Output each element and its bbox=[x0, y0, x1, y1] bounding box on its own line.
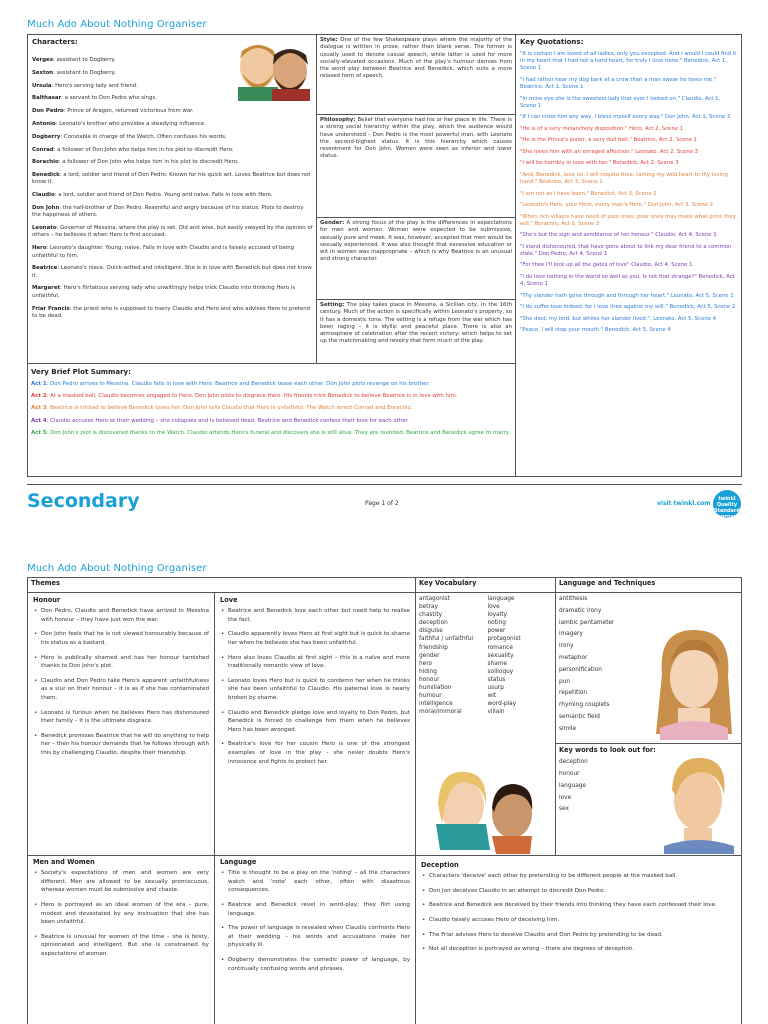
character-description: : Hero's serving lady and friend. bbox=[51, 82, 138, 89]
men-women-list bbox=[33, 869, 209, 958]
character-name: Borachio bbox=[32, 159, 59, 166]
vocab-word: hiding bbox=[419, 668, 437, 675]
bullet-item: • Claudio and Don Pedro take Hero's apparent unfaithfulness as a slur on their honour – it is as if she has contaminated them. bbox=[33, 677, 209, 703]
quotations-panel bbox=[515, 34, 742, 477]
language-heading: Language bbox=[220, 858, 257, 866]
character-name: Claudio bbox=[32, 192, 55, 199]
act-text: : Beatrice is tricked to believe Benedick loves her. Don John tells Claudio that Hero is unfaithful. The Watch arrest Conrad and Borachio. bbox=[46, 405, 413, 412]
quotations-list bbox=[520, 51, 737, 334]
honour-heading: Honour bbox=[33, 596, 61, 604]
technique-item: metaphor bbox=[559, 654, 588, 661]
vocab-word: word-play bbox=[487, 701, 517, 708]
vocab-word: deception bbox=[419, 620, 448, 627]
act-text: : Claudio accuses Hero at their wedding – she collapses and is believed dead. Beatrice and Benedick confess their love for each other. bbox=[46, 417, 409, 424]
character-description: : the half-brother of Don Pedro. Resentful and angry because of his status. Plots to destroy the happiness of others. bbox=[32, 205, 304, 219]
vocab-word: villain bbox=[487, 709, 505, 716]
vocab-word: soliloquy bbox=[487, 668, 514, 675]
plot-acts-list bbox=[31, 381, 512, 437]
love-heading: Love bbox=[220, 596, 238, 604]
quotation-item: "I had rather hear my dog bark at a crow than a man swear he loves me." Beatrice, Act 1, Scene 1 bbox=[520, 76, 717, 91]
plot-panel bbox=[27, 363, 516, 477]
vocab-right-column bbox=[488, 595, 553, 716]
context-panel bbox=[316, 34, 516, 364]
act-label: Act 1 bbox=[31, 381, 47, 387]
vocab-word: antagonist bbox=[419, 596, 450, 602]
setting-text: The play takes place in Messina, a Sicilian city, in the 16th century. Much of the action is specifically within Leonato's property, so it has a domestic tone. The setting is a refuge from the war which has been raging – it is idyllic and peaceful place. There is also an atmosphere of celebration after the recent victory: which helps to set up the matchmaking and revelry that form much of the play. bbox=[320, 302, 512, 345]
style-text: One of the few Shakespeare plays where the majority of the dialogue is written in prose, rather than blank verse. The former is usually used to denote casual speech, while latter is used for more socially-elevated occasions. Much of the play's humour derives from the word play between Beatrice and Benedick, which suits a more relaxed form of speech. bbox=[320, 37, 512, 80]
character-entry bbox=[32, 225, 314, 240]
quotation-item: "I do suffer love indeed, for I love thee against my will." Benedick, Act 5, Scene 2 bbox=[520, 304, 736, 311]
character-entry bbox=[32, 147, 314, 154]
bullet-item: • Claudio apparently loves Hero at first sight but is quick to shame her when he believes she has been unfaithful. bbox=[220, 630, 410, 647]
quotation-item: "I stand dishonoured, that have gone about to link my dear friend to a common stale." Don Pedro, Act 4, Scene 1 bbox=[520, 243, 732, 257]
character-entry bbox=[32, 57, 207, 64]
character-name: Beatrice bbox=[32, 265, 58, 272]
technique-item: imagery bbox=[559, 631, 583, 638]
character-description: : Leonato's brother who provides a steadying influence. bbox=[55, 120, 206, 127]
setting-cell bbox=[317, 300, 515, 364]
quotation-item: "She loves him with an enraged affection." Leonato, Act 2, Scene 3 bbox=[520, 148, 699, 155]
act-label: Act 3 bbox=[31, 405, 47, 412]
bullet-item: • Characters 'deceive' each other by pretending to be different people at the masked ball. bbox=[421, 872, 737, 881]
plot-act bbox=[31, 393, 512, 400]
deception-cell bbox=[416, 856, 742, 1024]
keywords-heading: Key words to look out for: bbox=[559, 746, 656, 754]
character-entry bbox=[32, 285, 314, 300]
bullet-item: • Leonato is furious when he believes Hero has dishonoured their family – it is the ultimate disgrace. bbox=[33, 709, 209, 726]
vocab-heading: Key Vocabulary bbox=[419, 579, 477, 587]
vocab-left-column bbox=[419, 595, 484, 716]
vocab-word: noting bbox=[487, 620, 506, 627]
character-description: : Hero's flirtatious serving lady who unwittingly helps trick Claudio into thinking Hero is unfaithful. bbox=[32, 285, 296, 299]
character-name: Don John bbox=[32, 205, 60, 212]
vocab-word: hero bbox=[419, 660, 433, 667]
brand-secondary: Secondary bbox=[27, 490, 140, 512]
love-cell bbox=[215, 593, 416, 856]
themes-heading: Themes bbox=[31, 579, 60, 587]
vocab-word: power bbox=[487, 628, 506, 635]
bullet-item: • Dogberry demonstrates the comedic power of language, by continually confusing words and phrases. bbox=[220, 956, 410, 973]
bullet-item: • Leonato loves Hero but is quick to condemn her when he thinks she has been unfaithful to Claudio. His paternal love is nearly broken by shame. bbox=[220, 677, 410, 703]
act-text: : At a masked ball, Claudio becomes engaged to Hero. Don John plots to disgrace Hero. His friends trick Benedick to believe Beatrice is in love with him. bbox=[46, 393, 458, 400]
character-name: Margaret bbox=[32, 285, 61, 292]
footer-divider bbox=[27, 484, 742, 485]
character-name: Dogberry bbox=[32, 133, 61, 140]
quotation-item: "In mine eye she is the sweetest lady that ever I looked on." Claudio, Act 1, Scene 1 bbox=[520, 95, 721, 109]
act-text: : Don Pedro arrives in Messina. Claudio falls in love with Hero. Beatrice and Benedick tease each other. Don John plots revenge on his brother. bbox=[46, 381, 430, 387]
quotation-item: "It is certain I am loved of all ladies, only you excepted. And I would I could find it in my heart that I had not a hard heart, for truly I love none." Benedick, Act 1, Scene 1 bbox=[520, 51, 737, 72]
keyword-item: deception bbox=[559, 759, 588, 766]
act-label: Act 2 bbox=[31, 393, 47, 400]
character-name: Antonio bbox=[32, 120, 56, 127]
vocab-word: language bbox=[487, 596, 515, 602]
character-name: Verges bbox=[32, 57, 53, 63]
quotation-item: "If I can cross him any way, I bless myself every way." Don John, Act 1, Scene 3 bbox=[520, 114, 731, 121]
character-description: : assistant to Dogberry. bbox=[52, 57, 116, 63]
men-women-cell bbox=[28, 856, 215, 1024]
deception-heading: Deception bbox=[421, 861, 459, 869]
quotation-item: "For thee I'll lock up all the gates of love" Claudio, Act 4, Scene 1 bbox=[520, 262, 693, 269]
technique-item: repetition bbox=[559, 690, 588, 697]
keyword-item: language bbox=[559, 782, 586, 789]
bullet-item: • Not all deception is portrayed as wrong – there are degrees of deception. bbox=[421, 945, 737, 954]
technique-item: antithesis bbox=[559, 596, 588, 602]
vocab-word: humour bbox=[419, 693, 442, 700]
character-name: Sexton bbox=[32, 69, 54, 76]
character-name: Friar Francis bbox=[32, 305, 70, 312]
vocab-word: humiliation bbox=[419, 685, 452, 692]
character-entry bbox=[32, 83, 207, 90]
bullet-item: • Beatrice and Benedick love each other but need help to realise the fact. bbox=[220, 607, 410, 624]
quality-badge bbox=[713, 490, 741, 518]
vocab-word: honour bbox=[419, 676, 440, 683]
page-title-2: Much Ado About Nothing Organiser bbox=[27, 563, 207, 574]
bullet-item: • Society's expectations of men and women are very different. Men are allowed to be sexually promiscuous, whereas women must be submissive and chaste. bbox=[33, 869, 209, 895]
page2-grid bbox=[27, 577, 742, 1024]
technique-item: irony bbox=[559, 643, 574, 650]
technique-item: semantic field bbox=[559, 713, 600, 720]
vocab-word: moral/immoral bbox=[419, 709, 462, 716]
bullet-item: • Beatrice is unusual for women of the time – she is feisty, opinionated and intelligent. But she is constrained by expectations of women. bbox=[33, 933, 209, 959]
vocab-word: romance bbox=[487, 644, 513, 651]
style-cell bbox=[317, 35, 515, 115]
technique-item: dramatic irony bbox=[559, 607, 602, 614]
language-list bbox=[220, 869, 410, 973]
bullet-item: • Don Pedro, Claudio and Benedick have arrived in Messina with honour – they have just won the war. bbox=[33, 607, 209, 624]
setting-label: Setting: bbox=[320, 302, 345, 308]
keyword-item: sex bbox=[559, 806, 569, 813]
character-entry bbox=[32, 108, 207, 115]
vocab-word: disguise bbox=[419, 628, 443, 635]
character-description: : a lord, soldier and friend of Don Pedro. Known for his quick wit. Loves Beatrice but does not know it. bbox=[32, 172, 311, 186]
technique-item: iambic pentameter bbox=[559, 619, 615, 626]
vocab-word: friendship bbox=[419, 644, 448, 651]
character-name: Benedick bbox=[32, 172, 60, 179]
character-description: : the priest who is supposed to marry Claudio and Hero and who advises Hero to pretend to be dead. bbox=[32, 305, 311, 319]
deception-list bbox=[421, 872, 737, 954]
character-entry bbox=[32, 70, 207, 77]
act-text: : Don John's plot is discovered thanks to the Watch. Claudio attends Hero's funeral and discovers she is still alive. They are reunited. Beatrice and Benedick agree to marry. bbox=[46, 429, 510, 436]
technique-item: pun bbox=[559, 678, 571, 685]
portrait-couple-illustration bbox=[420, 764, 550, 854]
character-description: : a servant to Don Pedro who sings. bbox=[61, 95, 157, 102]
love-list bbox=[220, 607, 410, 766]
bullet-item: • Hero also loves Claudio at first sight – this is a naïve and more traditionally romantic view of love. bbox=[220, 654, 410, 671]
portrait-man-illustration bbox=[656, 750, 738, 854]
character-description: : assistant to Dogberry. bbox=[53, 69, 116, 76]
vocab-word: gender bbox=[419, 652, 440, 659]
keyword-item: honour bbox=[559, 771, 580, 778]
technique-item: personification bbox=[559, 666, 602, 673]
character-entry bbox=[32, 172, 314, 187]
quotation-item: "I am not as I have been." Benedick, Act 3, Scene 2 bbox=[520, 190, 657, 197]
bullet-item: • The Friar advises Hero to deceive Claudio and Don Pedro by pretending to be dead. bbox=[421, 931, 737, 940]
character-entry bbox=[32, 121, 207, 128]
characters-panel bbox=[27, 34, 317, 364]
bullet-item: • Don Jon deceives Claudio in an attempt to discredit Don Pedro. bbox=[421, 887, 737, 896]
philosophy-cell bbox=[317, 115, 515, 218]
techniques-cell bbox=[556, 578, 742, 744]
bullet-item: • Hero is portrayed as an ideal woman of the era – pure, modest and devastated by any insinuation that she has been unfaithful. bbox=[33, 901, 209, 927]
act-label: Act 4 bbox=[31, 417, 47, 424]
bullet-item: • Beatrice's love for her cousin Hero is one of the strongest examples of love in the play – she never doubts Hero's innocence and fights to protect her. bbox=[220, 740, 410, 766]
visit-link[interactable]: visit twinkl.com bbox=[657, 500, 711, 507]
philosophy-text: Belief that everyone had his or her place in life. There is a strong social hierarchy within the play, which the audience would have understood – Don Pedro is the most powerful man, with Leonato the second-highest status. It is this hierarchy which causes resentment for Don John. Women were seen as inferior and lower status. bbox=[320, 117, 512, 160]
character-description: : a lord, soldier and friend of Don Pedro. Young and naïve. Falls in love with Hero. bbox=[54, 192, 273, 199]
keyword-item: love bbox=[559, 794, 572, 801]
character-name: Ursula bbox=[32, 82, 52, 89]
plot-act bbox=[31, 381, 512, 388]
page-title: Much Ado About Nothing Organiser bbox=[27, 19, 207, 30]
character-entry bbox=[32, 205, 314, 220]
portrait-men-illustration bbox=[228, 37, 317, 101]
vocab-word: love bbox=[487, 604, 500, 611]
character-name: Leonato bbox=[32, 225, 57, 232]
themes-header bbox=[28, 578, 416, 593]
vocab-word: usurp bbox=[487, 685, 504, 692]
act-label: Act 5 bbox=[31, 429, 47, 436]
honour-list bbox=[33, 607, 209, 757]
quotation-item: "Leonato's Hero, your Hero, every man's Hero." Don John, Act 3, Scene 2 bbox=[520, 202, 713, 209]
vocab-word: protagonist bbox=[487, 636, 521, 643]
vocab-cell bbox=[416, 578, 556, 856]
quotation-item: "And, Benedick, love on. I will requite thee, taming my wild heart to thy loving hand." Beatrice, Act 3, Scene 1 bbox=[520, 171, 728, 186]
gender-text: A strong focus of the play is the differences in expectations for men and women. Women were expected to be submissive, sexually pure and meek. It was, however, accepted that men would be sexually experienced. It was also thought that excessive education or wit in women was inappropriate – which is why Beatrice is an unusual and strong character. bbox=[320, 220, 512, 263]
keywords-cell bbox=[556, 744, 742, 856]
bullet-item: • Beatrice and Benedick are deceived by their friends into thinking they have each confessed their love. bbox=[421, 901, 737, 910]
character-entry bbox=[32, 245, 314, 260]
gender-label: Gender: bbox=[320, 220, 345, 226]
vocab-grid bbox=[416, 593, 555, 718]
honour-cell bbox=[28, 593, 215, 856]
character-entry bbox=[32, 95, 207, 102]
character-entry bbox=[32, 306, 314, 321]
quotation-item: "Peace, I will stop your mouth." Benedick, Act 5, Scene 4 bbox=[520, 327, 671, 334]
bullet-item: • Beatrice and Benedick revel in word-play; they flirt using language. bbox=[220, 901, 410, 918]
technique-item: rhyming couplets bbox=[559, 702, 610, 709]
bullet-item: • The power of language is revealed when Claudio confronts Hero at their wedding – his words and accusations make her physically ill. bbox=[220, 924, 410, 950]
character-name: Conrad bbox=[32, 146, 54, 153]
character-description: : Governor of Messina, where the play is set. Old and wise, but easily swayed by the opinion of others – he believes it when Hero is first accused. bbox=[32, 225, 313, 239]
character-entry bbox=[32, 159, 314, 166]
character-entry bbox=[32, 134, 314, 141]
plot-heading: Very Brief Plot Summary: bbox=[31, 368, 131, 376]
bullet-item: • Benedick promises Beatrice that he will do anything to help her – then his honour demands that he follows through with this by challenging Claudio, despite their friendship. bbox=[33, 732, 209, 758]
character-name: Hero bbox=[32, 245, 47, 252]
vocab-word: shame bbox=[487, 660, 507, 667]
plot-act bbox=[31, 405, 512, 412]
men-women-heading: Men and Women bbox=[33, 858, 95, 866]
vocab-word: wit bbox=[487, 693, 497, 700]
vocab-word: chastity bbox=[419, 612, 443, 619]
style-label: Style: bbox=[320, 37, 338, 43]
quotation-item: "Thy slander hath gone through and through her heart." Leonato, Act 5, Scene 1 bbox=[520, 292, 734, 299]
character-description: : Leonato's niece. Quick-witted and intelligent. She is in love with Benedick but does not know it. bbox=[32, 265, 312, 279]
character-name: Balthasar bbox=[32, 95, 62, 102]
character-entry bbox=[32, 265, 314, 280]
quotation-item: "He is of a very melancholy disposition." Hero, Act 2, Scene 1 bbox=[520, 125, 684, 132]
techniques-heading: Language and Techniques bbox=[559, 579, 656, 587]
quotation-item: "When rich villains have need of poor ones, poor ones may make what price they will." Borachio, Act 3, Scene 3 bbox=[520, 213, 736, 227]
vocab-word: loyalty bbox=[487, 612, 507, 619]
portrait-woman-illustration bbox=[648, 624, 740, 740]
character-description: : a follower of Don John who helps him in his plot to discredit Hero. bbox=[53, 146, 234, 153]
character-description: : Prince of Aragon, returned victorious from war. bbox=[63, 108, 194, 115]
characters-heading: Characters: bbox=[32, 38, 78, 46]
bullet-item: • Hero is publically shamed and has her honour tarnished thanks to Don John's plot. bbox=[33, 654, 209, 671]
vocab-word: status bbox=[487, 676, 506, 683]
vocab-word: sexuality bbox=[487, 652, 514, 659]
vocab-word: intelligence bbox=[419, 701, 453, 708]
quotation-item: "I will be horribly in love with her." Benedick, Act 2, Scene 3 bbox=[520, 160, 679, 167]
bullet-item: • Title is thought to be a play on the 'noting' – all the characters watch and 'note' each other, often with disastrous consequences. bbox=[220, 869, 410, 895]
character-name: Don Pedro bbox=[32, 108, 64, 115]
bullet-item: • Claudio and Benedick pledge love and loyalty to Don Pedro, but Benedick is forced to challenge him them when he believes Hero has been wronged. bbox=[220, 709, 410, 735]
character-description: : Leonato's daughter. Young, naïve. Falls in love with Claudio and is falsely accused of being unfaithful to him. bbox=[32, 245, 295, 259]
quotation-item: "She's but the sign and semblance of her honour." Claudio, Act 4, Scene 1 bbox=[520, 232, 717, 239]
page-number: Page 1 of 2 bbox=[365, 500, 399, 507]
bullet-item: • Claudio falsely accuses Hero of deceiving him. bbox=[421, 916, 737, 925]
language-cell bbox=[215, 856, 416, 1024]
plot-act bbox=[31, 418, 512, 425]
character-entry bbox=[32, 192, 314, 199]
technique-item: simile bbox=[559, 725, 577, 732]
bullet-item: • Don John feels that he is not viewed honourably because of his status as a bastard. bbox=[33, 630, 209, 647]
character-description: : a follower of Don John who helps him in his plot to discredit Hero. bbox=[58, 159, 239, 166]
vocab-word: faithful / unfaithful bbox=[419, 636, 473, 643]
quotation-item: "He is the Prince's jester, a very dull fool." Beatrice, Act 2, Scene 1 bbox=[520, 137, 698, 144]
gender-cell bbox=[317, 218, 515, 300]
plot-act bbox=[31, 430, 512, 437]
vocab-word: betray bbox=[419, 604, 438, 611]
character-description: : Constable in charge of the Watch. Often confuses his words. bbox=[60, 133, 227, 140]
quotations-heading: Key Quotations: bbox=[520, 38, 584, 46]
badge-text: twinkl Quality Standard Approved bbox=[713, 496, 741, 520]
philosophy-label: Philosophy: bbox=[320, 117, 356, 123]
quotation-item: "She died, my lord, but whiles her slander lived.", Leonato, Act 5, Scene 4 bbox=[520, 315, 717, 322]
quotation-item: "I do love nothing in the world so well as you. Is not that strange?" Benedick, Act 4, Scene 1 bbox=[520, 273, 735, 288]
